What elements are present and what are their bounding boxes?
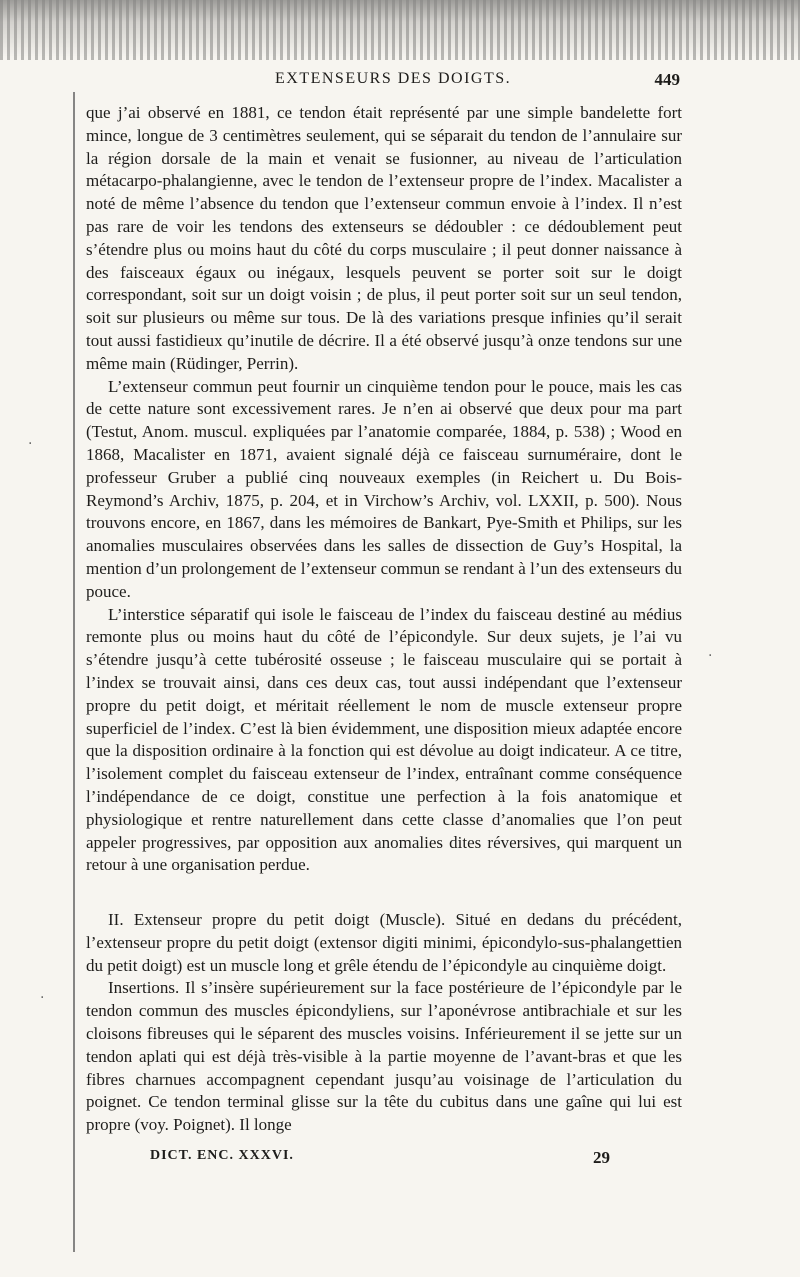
page-binding-edge <box>73 92 75 1252</box>
paragraph-continuation: que j’ai observé en 1881, ce tendon était représenté par une simple bandelette fort mince, longue de 3 centimètres seulement, qui se séparait du tendon de l’annulaire sur la région dorsale de la main et venait se fusionner, au niveau de l’articulation métacarpo-phalangienne, avec le tendon de l’extenseur propre de l’index. Macalister a noté de même l’absence du tendon que l’extenseur commun envoie à l’index. Il n’est pas rare de voir les tendons des extenseurs se dédoubler : ce dédoublement peut s’étendre plus ou moins haut du côté du corps musculaire ; il peut donner naissance à des faisceaux égaux ou inégaux, lesquels peuvent se porter soit sur le doigt correspondant, soit sur un doigt voisin ; de plus, il peut porter soit sur un seul tendon, soit sur plusieurs ou même sur tous. De là des variations presque infinies qu’il serait tout aussi fastidieux qu’inutile de décrire. Il a été observé jusqu’à onze tendons sur une même main (Rüdinger, Perrin). <box>86 103 682 373</box>
running-head: EXTENSEURS DES DOIGTS. <box>275 70 512 87</box>
margin-mark: · <box>708 648 713 664</box>
section-heading-extensor-digiti-minimi: II. Extenseur propre du petit doigt (Muscle). Situé en dedans du précédent, l’extenseur propre du petit doigt (extensor digiti minimi, épicondylo-sus-phalangettien du petit doigt) est un muscle long et grêle étendu de l’épicondyle au cinquième doigt. <box>86 910 682 975</box>
section-separator <box>86 877 682 909</box>
page-footer <box>150 1148 610 1172</box>
sheet-number: 29 <box>593 1148 610 1167</box>
margin-mark: · <box>40 990 45 1006</box>
scan-edge-shadow <box>0 0 800 60</box>
page-header <box>80 70 680 98</box>
page-body <box>86 102 682 1137</box>
paragraph-insertions: Insertions. Il s’insère supérieurement sur la face postérieure de l’épicondyle par le tendon commun des muscles épicondyliens, sur l’aponévrose antibrachiale et sur les cloisons fibreuses qui le séparent des muscles voisins. Inférieurement il se jette sur un tendon aplati qui est déjà très-visible à la partie moyenne de l’avant-bras et que les fibres charnues accompagnent cependant jusqu’au voisinage de l’articulation du poignet. Ce tendon terminal glisse sur la tête du cubitus dans une gaîne qui lui est propre (voy. Poignet). Il longe <box>86 978 682 1135</box>
page-number: 449 <box>654 70 680 89</box>
margin-mark: · <box>28 436 33 452</box>
printer-signature: DICT. ENC. XXXVI. <box>150 1148 294 1163</box>
paragraph-fifth-tendon: L’extenseur commun peut fournir un cinquième tendon pour le pouce, mais les cas de cette nature sont excessivement rares. Je n’en ai observé que deux pour ma part (Testut, Anom. muscul. expliquées par l’anatomie comparée, 1884, p. 538) ; Wood en 1868, Macalister en 1871, avaient signalé déjà ce faisceau surnuméraire, dont le professeur Gruber a publié cinq nouveaux exemples (in Reichert u. Du Bois-Reymond’s Archiv, 1875, p. 204, et in Virchow’s Archiv, vol. LXXII, p. 500). Nous trouvons encore, en 1867, dans les mémoires de Bankart, Pye-Smith et Philips, sur les anomalies musculaires observées dans les salles de dissection de Guy’s Hospital, la mention d’un prolongement de l’extenseur commun se rendant à l’un des extenseurs du pouce. <box>86 376 682 601</box>
paragraph-interstice: L’interstice séparatif qui isole le faisceau de l’index du faisceau destiné au médius remonte plus ou moins haut du côté de l’épicondyle. Sur deux sujets, je l’ai vu s’étendre jusqu’à cette tubérosité osseuse ; le faisceau musculaire qui se portait à l’index se trouvait ainsi, dans ces deux cas, tout aussi indépendant que l’extenseur propre du petit doigt, et méritait réellement le nom de muscle extenseur propre superficiel de l’index. C’est là bien évidemment, une disposition mieux adaptée encore que la disposition ordinaire à la fonction qui est dévolue au doigt indicateur. A ce titre, l’isolement complet du faisceau extenseur de l’index, entraînant comme conséquence l’indépendance de ce doigt, constitue une perfection à la fois anatomique et physiologique et rentre naturellement dans cette classe d’anomalies que l’on peut appeler progressives, par opposition aux anomalies dites réversives, qui marquent un retour à une organisation perdue. <box>86 604 682 875</box>
